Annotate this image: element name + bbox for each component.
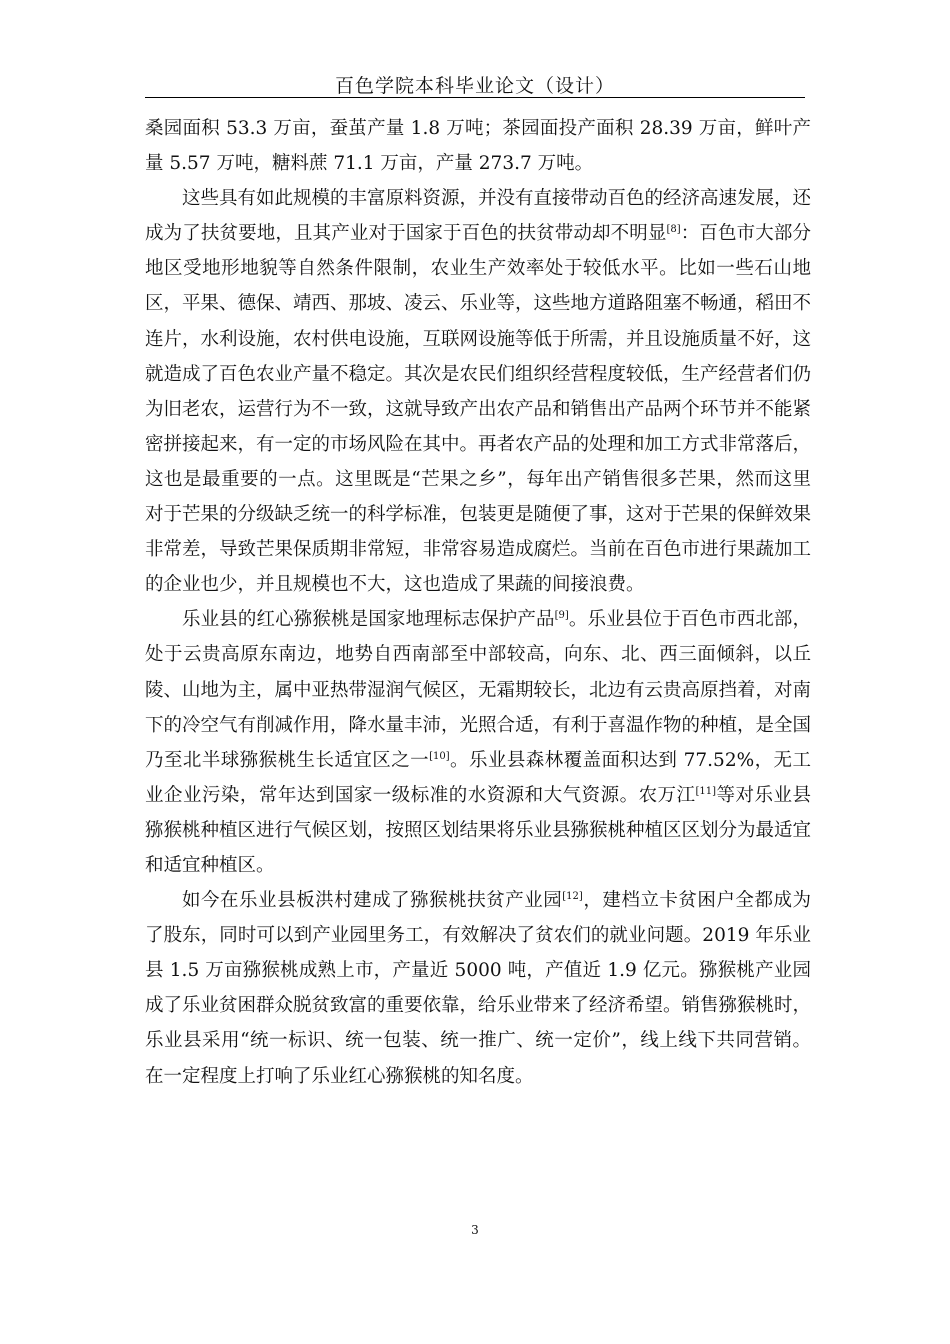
paragraph-3-text-d: 等对乐业县猕猴桃种植区进行气候区划，按照区划结果将乐业县猕猴桃种植区区划分为最适宜和适宜种植区。 — [145, 784, 812, 876]
citation-12: [12] — [562, 891, 583, 903]
paragraph-4-text-a: 如今在乐业县板洪村建成了猕猴桃扶贫产业园 — [182, 890, 563, 912]
citation-9: [9] — [554, 610, 569, 622]
paragraph-3 — [145, 602, 811, 883]
paragraph-2-text-b: ：百色市大部分地区受地形地貌等自然条件限制，农业生产效率处于较低水平。比如一些石山地区，平果、德保、靖西、那坡、凌云、乐业等，这些地方道路阻塞不畅通，稻田不连片，水利设施，农村供电设施，互联网设施等低于所需，并且设施质量不好，这就造成了百色农业产量不稳定。其次是农民们组织经营程度较低，生产经营者们仍为旧老农，运营行为不一致，这就导致产出农产品和销售出产品两个环节并不能紧密拼接起来，有一定的市场风险在其中。再者农产品的处理和加工方式非常落后，这也是最重要的一点。这里既是“芒果之乡”，每年出产销售很多芒果，然而这里对于芒果的分级缺乏统一的科学标准，包装更是随便了事，这对于芒果的保鲜效果非常差，导致芒果保质期非常短，非常容易造成腐烂。当前在百色市进行果蔬加工的企业也少，并且规模也不大，这也造成了果蔬的间接浪费。 — [145, 223, 812, 596]
paragraph-3-text-c: 。乐业县森林覆盖面积达到 77.52%，无工业企业污染，常年达到国家一级标准的水资源和大气资源。农万江 — [145, 749, 811, 806]
header-divider — [145, 97, 805, 98]
paragraph-2 — [145, 181, 811, 602]
paragraph-1 — [145, 111, 811, 181]
paragraph-3-text-b: 。乐业县位于百色市西北部，处于云贵高原东南边，地势自西南部至中部较高，向东、北、西三面倾斜，以丘陵、山地为主，属中亚热带湿润气候区，无霜期较长，北边有云贵高原挡着，对南下的冷空气有削减作用，降水量丰沛，光照合适，有利于喜温作物的种植，是全国乃至北半球猕猴桃生长适宜区之一 — [145, 609, 812, 771]
paragraph-1-text: 桑园面积 53.3 万亩，蚕茧产量 1.8 万吨；茶园面投产面积 28.39 万亩，鲜叶产量 5.57 万吨，糖料蔗 71.1 万亩，产量 273.7 万吨。 — [145, 118, 811, 175]
paragraph-4 — [145, 883, 811, 1094]
page-header-title: 百色学院本科毕业论文（设计） — [334, 75, 615, 97]
citation-8: [8] — [666, 224, 681, 236]
paragraph-3-text-a: 乐业县的红心猕猴桃是国家地理标志保护产品 — [182, 609, 555, 631]
paragraph-4-text-b: ，建档立卡贫困户全都成为了股东，同时可以到产业园里务工，有效解决了贫农们的就业问题。2019 年乐业县 1.5 万亩猕猴桃成熟上市，产量近 5000 吨，产值近 1.9 亿元。猕猴桃产业园成了乐业贫困群众脱贫致富的重要依靠，给乐业带来了经济希望。销售猕猴桃时，乐业县采用“统一标识、统一包装、统一推广、统一定价”，线上线下共同营销。在一定程度上打响了乐业红心猕猴桃的知名度。 — [145, 890, 812, 1087]
citation-11: [11] — [695, 785, 717, 797]
page-number: 3 — [471, 1223, 479, 1237]
paragraph-2-text-a: 这些具有如此规模的丰富原料资源，并没有直接带动百色的经济高速发展，还成为了扶贫要地，且其产业对于国家于百色的扶贫带动却不明显 — [145, 188, 812, 245]
body-text — [145, 111, 811, 1094]
citation-10: [10] — [429, 750, 450, 762]
